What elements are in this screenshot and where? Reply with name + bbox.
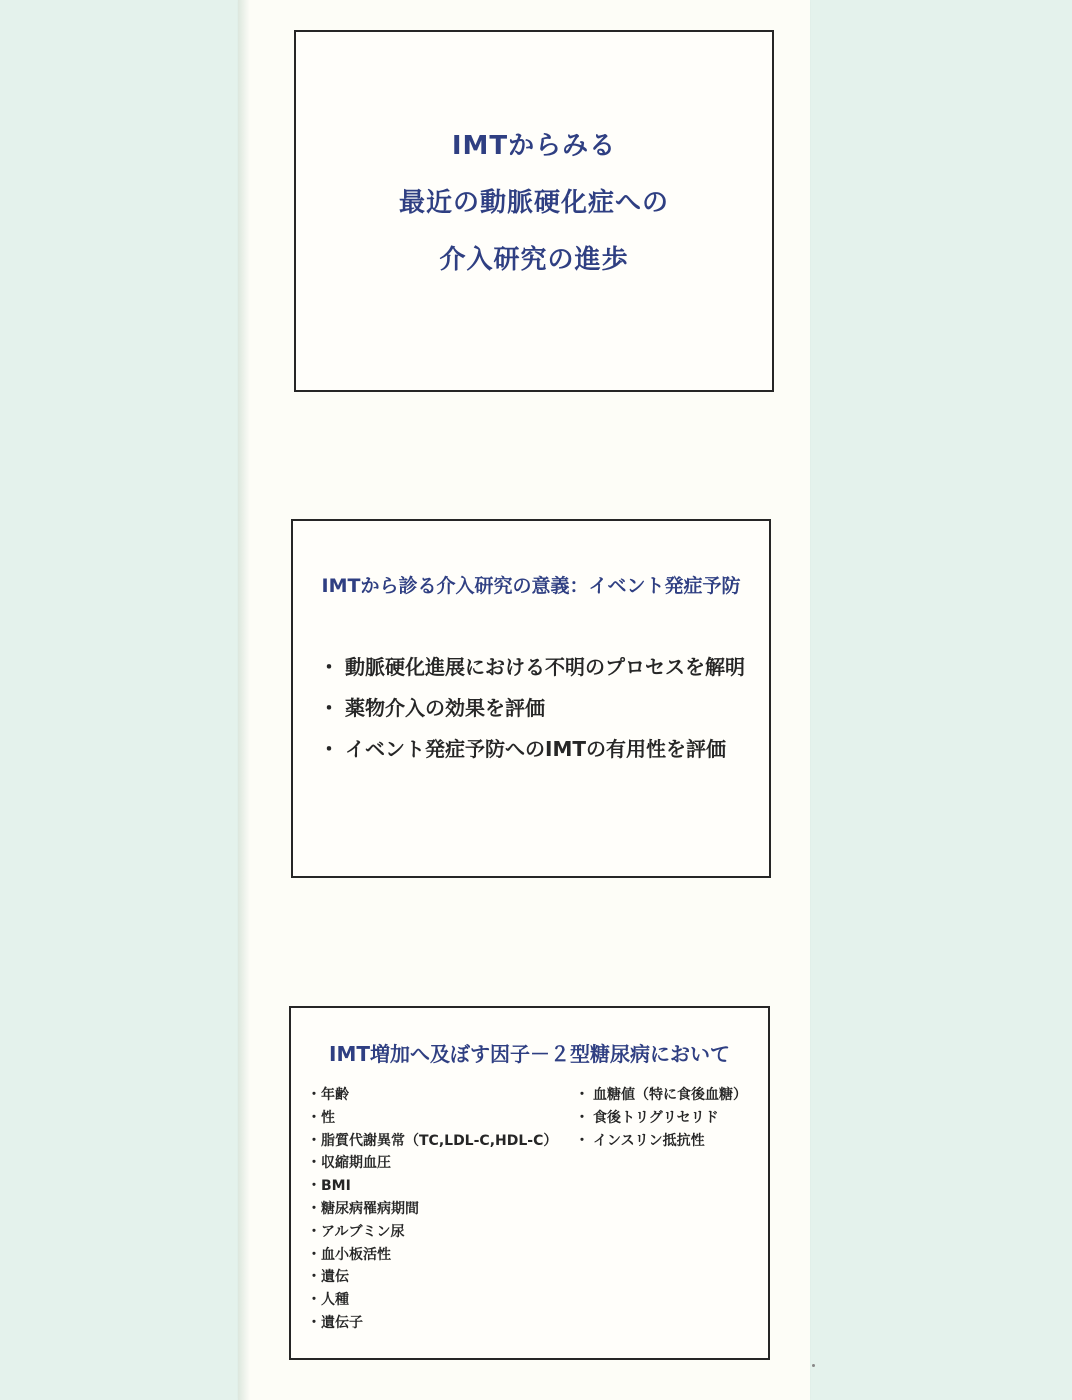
slide-3-factors	[289, 1006, 770, 1360]
factor-item: ・糖尿病罹病期間	[307, 1200, 419, 1217]
factor-item: ・遺伝	[307, 1269, 349, 1286]
bullet-text: 薬物介入の効果を評価	[345, 696, 545, 720]
factor-item	[575, 1107, 747, 1130]
scan-speck	[812, 1364, 815, 1367]
title-line-2: 最近の動脈硬化症への	[398, 188, 669, 218]
factor-item: ・人種	[307, 1292, 349, 1309]
factor-text: インスリン抵抗性	[593, 1132, 705, 1149]
bullet-item	[319, 688, 745, 729]
slide-2-heading: IMTから診る介入研究の意義：イベント発症予防	[321, 575, 741, 597]
bullet-marker: ・	[575, 1132, 589, 1149]
factor-item: ・血小板活性	[307, 1246, 391, 1263]
bullet-text: 動脈硬化進展における不明のプロセスを解明	[345, 655, 745, 679]
factor-text: 食後トリグリセリド	[593, 1109, 719, 1126]
factor-item: ・アルブミン尿	[307, 1223, 405, 1240]
bullet-marker: ・	[319, 737, 339, 761]
factor-item	[575, 1130, 747, 1153]
title-line-1: IMTからみる	[451, 131, 617, 161]
factor-item	[575, 1084, 747, 1107]
factor-list-right	[575, 1084, 747, 1152]
factor-item: ・性	[307, 1109, 335, 1126]
factor-text: 血糖値（特に食後血糖）	[593, 1087, 747, 1103]
bullet-marker: ・	[319, 655, 339, 679]
factor-item: ・遺伝子	[307, 1314, 363, 1331]
factor-item: ・収縮期血圧	[307, 1155, 391, 1172]
bullet-text: イベント発症予防へのIMTの有用性を評価	[345, 737, 726, 761]
factor-item: ・BMI	[307, 1178, 351, 1195]
slide-1-title-text	[296, 118, 772, 289]
slide-2-significance	[291, 519, 771, 878]
title-line-3: 介入研究の進歩	[439, 245, 629, 275]
factor-item: ・脂質代謝異常（TC,LDL-C,HDL-C）	[307, 1132, 558, 1149]
factor-list-left	[307, 1084, 557, 1335]
bullet-marker: ・	[575, 1087, 589, 1103]
bullet-marker: ・	[319, 696, 339, 720]
bullet-item	[319, 729, 745, 770]
bullet-item	[319, 647, 745, 688]
slide-2-bullet-list	[319, 647, 745, 770]
bullet-marker: ・	[575, 1109, 589, 1126]
slide-3-heading: IMT増加へ及ぼす因子－２型糖尿病において	[329, 1042, 730, 1066]
factor-item: ・年齢	[307, 1087, 349, 1103]
paper-edge-shadow	[238, 0, 250, 1400]
slide-1-title	[294, 30, 774, 392]
